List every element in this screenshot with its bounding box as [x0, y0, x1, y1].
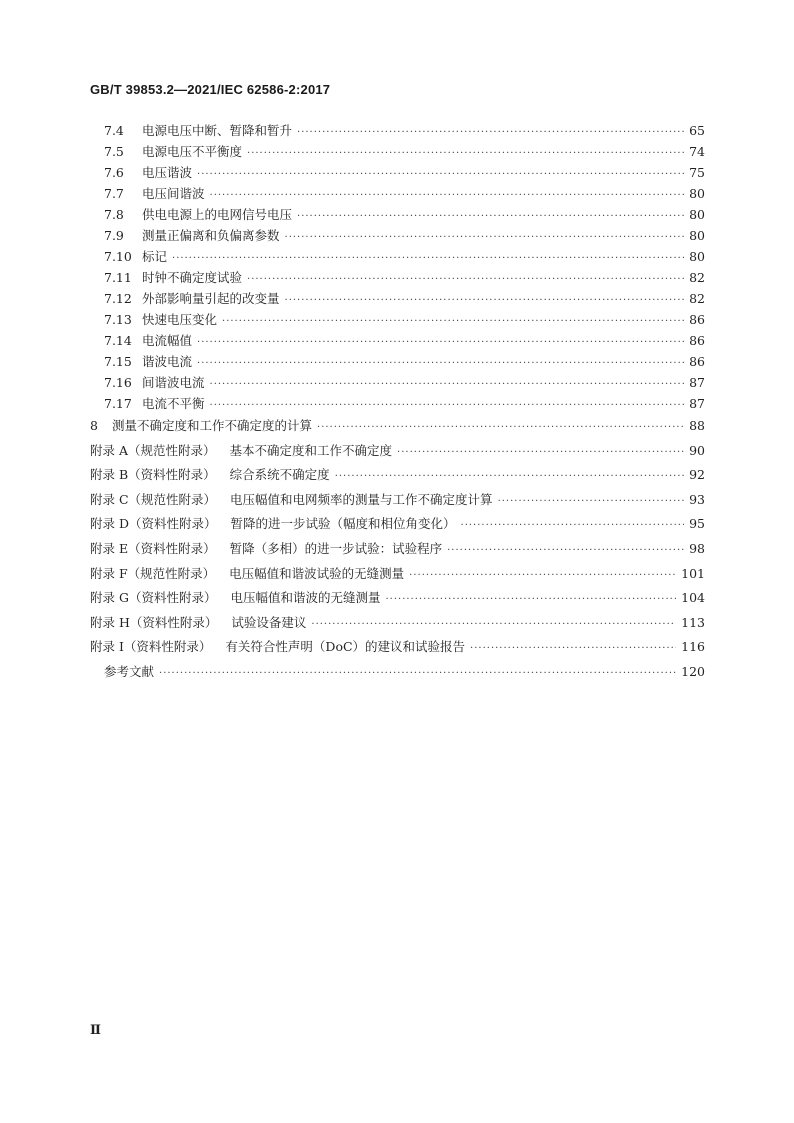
dot-leader	[397, 441, 684, 466]
toc-entry-page: 80	[689, 249, 705, 264]
toc-entry[interactable]	[90, 660, 705, 685]
toc-entry-title: 综合系统不确定度	[229, 467, 330, 483]
toc-entry-number: 附录 E（资料性附录）	[90, 540, 216, 556]
toc-entry-number: 7.4	[104, 123, 124, 138]
toc-entry-title: 试验设备建议	[231, 614, 307, 630]
toc-entry[interactable]	[90, 288, 705, 309]
toc-entry-title: 标记	[142, 249, 168, 264]
toc-entry-title: 电压幅值和谐波的无缝测量	[230, 590, 381, 606]
table-of-contents	[90, 120, 705, 685]
toc-entry-title: 电源电压不平衡度	[142, 144, 243, 159]
dot-leader	[297, 206, 684, 227]
toc-entry-number: 7.8	[104, 207, 124, 222]
toc-entry-page: 120	[681, 663, 705, 679]
toc-entry[interactable]	[90, 586, 705, 611]
toc-entry-title: 有关符合性声明（DoC）的建议和试验报告	[225, 639, 466, 655]
dot-leader	[447, 539, 684, 564]
toc-entry-page: 113	[681, 614, 705, 630]
toc-entry-page: 80	[689, 228, 705, 243]
dot-leader	[197, 332, 684, 353]
toc-entry-number: 7.13	[104, 312, 132, 327]
toc-entry-page: 82	[689, 270, 705, 285]
toc-entry-title: 电压幅值和电网频率的测量与工作不确定度计算	[230, 491, 493, 507]
toc-entry-number: 7.17	[104, 396, 132, 411]
toc-entry[interactable]	[90, 562, 705, 587]
toc-entry[interactable]	[90, 537, 705, 562]
toc-entry[interactable]	[90, 225, 705, 246]
toc-entry-title: 电压间谐波	[142, 186, 205, 201]
toc-entry[interactable]	[90, 183, 705, 204]
dot-leader	[385, 588, 676, 613]
dot-leader	[172, 248, 684, 269]
toc-entry[interactable]	[90, 393, 705, 414]
toc-entry-page: 87	[689, 396, 705, 411]
dot-leader	[210, 374, 684, 395]
dot-leader	[317, 416, 684, 441]
toc-entry-title: 暂降（多相）的进一步试验：试验程序	[229, 540, 443, 556]
dot-leader	[335, 465, 684, 490]
toc-entry-title: 暂降的进一步试验（幅度和相位角变化）	[230, 516, 456, 532]
dot-leader	[222, 311, 684, 332]
toc-entry[interactable]	[90, 141, 705, 162]
toc-entry-page: 80	[689, 186, 705, 201]
toc-entry-number: 7.10	[104, 249, 132, 264]
toc-entry-page: 95	[689, 516, 705, 532]
toc-entry-number: 7.16	[104, 375, 132, 390]
dot-leader	[210, 395, 684, 416]
page-number-footer: Ⅱ	[90, 1022, 101, 1037]
dot-leader	[210, 185, 684, 206]
toc-entry-page: 75	[689, 165, 705, 180]
toc-entry-page: 88	[689, 418, 705, 433]
toc-entry-page: 92	[689, 467, 705, 483]
toc-entry-number: 7.12	[104, 291, 132, 306]
toc-entry-title: 参考文献	[104, 663, 155, 679]
toc-entry-page: 74	[689, 144, 705, 159]
toc-entry-page: 104	[681, 590, 705, 606]
toc-entry-title: 谐波电流	[142, 354, 193, 369]
toc-entry-number: 附录 A（规范性附录）	[90, 442, 216, 458]
toc-entry-number: 7.9	[104, 228, 124, 243]
toc-entry[interactable]	[90, 309, 705, 330]
toc-entry-number: 附录 D（资料性附录）	[90, 516, 217, 532]
toc-entry-title: 测量正偏离和负偏离参数	[142, 228, 280, 243]
dot-leader	[247, 269, 684, 290]
toc-entry-page: 82	[689, 291, 705, 306]
dot-leader	[470, 637, 676, 662]
toc-entry-page: 86	[689, 333, 705, 348]
toc-entry-title: 电流不平衡	[142, 396, 205, 411]
dot-leader	[197, 353, 684, 374]
dot-leader	[297, 122, 684, 143]
toc-entry-page: 116	[681, 639, 705, 655]
toc-entry[interactable]	[90, 611, 705, 636]
toc-entry[interactable]	[90, 463, 705, 488]
toc-entry-number: 附录 G（资料性附录）	[90, 590, 217, 606]
dot-leader	[285, 290, 684, 311]
toc-entry-title: 外部影响量引起的改变量	[142, 291, 280, 306]
toc-entry[interactable]	[90, 246, 705, 267]
toc-entry-page: 86	[689, 354, 705, 369]
toc-entry-page: 90	[689, 442, 705, 458]
toc-entry[interactable]	[90, 351, 705, 372]
toc-entry-number: 7.5	[104, 144, 124, 159]
toc-entry-page: 101	[681, 565, 705, 581]
toc-entry-title: 间谐波电流	[142, 375, 205, 390]
dot-leader	[197, 164, 684, 185]
toc-entry-page: 98	[689, 540, 705, 556]
toc-entry-title: 基本不确定度和工作不确定度	[229, 442, 393, 458]
document-code-header: GB/T 39853.2—2021/IEC 62586-2:2017	[90, 82, 331, 97]
toc-entry-number: 附录 C（规范性附录）	[90, 491, 217, 507]
toc-entry[interactable]	[90, 162, 705, 183]
toc-entry[interactable]	[90, 120, 705, 141]
toc-entry-title: 快速电压变化	[142, 312, 218, 327]
toc-entry[interactable]	[90, 372, 705, 393]
dot-leader	[311, 613, 676, 638]
dot-leader	[247, 143, 684, 164]
toc-entry[interactable]	[90, 414, 705, 439]
toc-entry-number: 8	[90, 418, 98, 433]
toc-entry-title: 电流幅值	[142, 333, 193, 348]
toc-entry-page: 65	[689, 123, 705, 138]
toc-entry[interactable]	[90, 488, 705, 513]
toc-entry-number: 7.15	[104, 354, 132, 369]
toc-entry-page: 87	[689, 375, 705, 390]
toc-entry-title: 供电电源上的电网信号电压	[142, 207, 293, 222]
toc-entry[interactable]	[90, 267, 705, 288]
toc-entry[interactable]	[90, 330, 705, 351]
dot-leader	[409, 564, 676, 589]
dot-leader	[159, 662, 676, 687]
toc-entry-title: 电源电压中断、暂降和暂升	[142, 123, 293, 138]
dot-leader	[461, 514, 684, 539]
toc-entry[interactable]	[90, 439, 705, 464]
dot-leader	[285, 227, 684, 248]
toc-entry-number: 7.11	[104, 270, 132, 285]
toc-entry-number: 7.14	[104, 333, 132, 348]
toc-entry-number: 7.7	[104, 186, 124, 201]
toc-entry-number: 附录 H（资料性附录）	[90, 614, 218, 630]
toc-entry-page: 86	[689, 312, 705, 327]
dot-leader	[498, 490, 684, 515]
toc-entry[interactable]	[90, 204, 705, 225]
toc-entry-title: 电压幅值和谐波试验的无缝测量	[229, 565, 405, 581]
toc-entry-title: 时钟不确定度试验	[142, 270, 243, 285]
toc-entry-title: 测量不确定度和工作不确定度的计算	[112, 418, 313, 433]
toc-entry-page: 80	[689, 207, 705, 222]
toc-entry-number: 附录 B（资料性附录）	[90, 467, 216, 483]
toc-entry-title: 电压谐波	[142, 165, 193, 180]
toc-entry-number: 附录 F（规范性附录）	[90, 565, 216, 581]
toc-entry-page: 93	[689, 491, 705, 507]
toc-entry[interactable]	[90, 512, 705, 537]
toc-entry[interactable]	[90, 635, 705, 660]
toc-entry-number: 7.6	[104, 165, 124, 180]
toc-entry-number: 附录 I（资料性附录）	[90, 639, 212, 655]
